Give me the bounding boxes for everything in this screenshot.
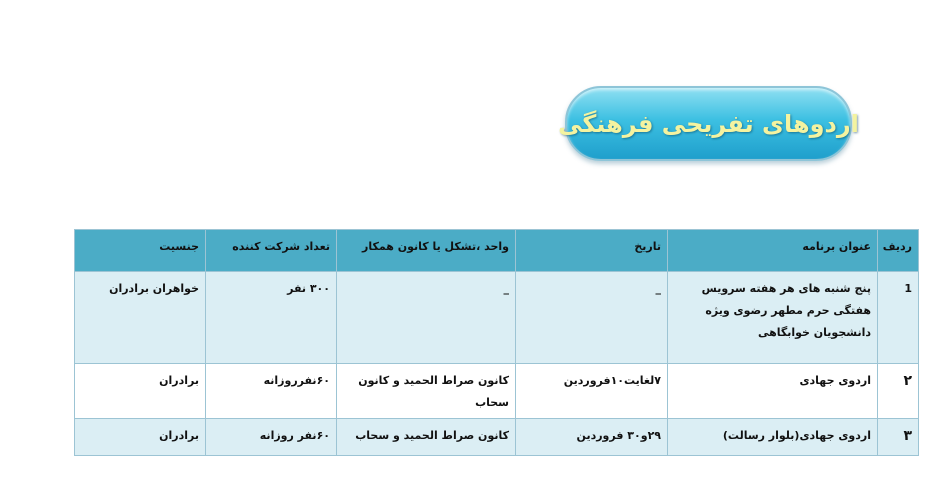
header-unit: واحد ،تشکل یا کانون همکار: [337, 230, 516, 272]
gender-cell: خواهران برادران: [75, 272, 206, 364]
row-number: 1: [878, 272, 919, 364]
table-row: [75, 272, 919, 364]
unit-cell: کانون صراط الحمید و کانون سحاب: [337, 364, 516, 419]
gender-cell: برادران: [75, 364, 206, 419]
unit-cell: _: [337, 272, 516, 364]
participants-cell: ۶۰نفر روزانه: [206, 419, 337, 456]
row-number: ۳: [878, 419, 919, 456]
row-number: ۲: [878, 364, 919, 419]
participants-cell: ۶۰نفرروزانه: [206, 364, 337, 419]
header-program-title: عنوان برنامه: [668, 230, 878, 272]
header-gender: جنسیت: [75, 230, 206, 272]
gender-cell: برادران: [75, 419, 206, 456]
table-row: [75, 419, 919, 456]
program-title-cell: اردوی جهادی: [668, 364, 878, 419]
header-date: تاریخ: [516, 230, 668, 272]
program-title-cell: پنج شنبه های هر هفته سرویس هفتگی حرم مطهر رضوی ویژه دانشجویان خوابگاهی: [668, 272, 878, 364]
page-title-banner: [558, 86, 859, 161]
programs-table: [74, 229, 919, 456]
table-row: [75, 364, 919, 419]
participants-cell: ۳۰۰ نفر: [206, 272, 337, 364]
unit-cell: کانون صراط الحمید و سحاب: [337, 419, 516, 456]
header-row-number: ردیف: [878, 230, 919, 272]
page-title: اردوهای تفریحی فرهنگی: [558, 109, 859, 138]
header-participants: تعداد شرکت کننده: [206, 230, 337, 272]
date-cell: _: [516, 272, 668, 364]
date-cell: ۲۹و۳۰ فروردین: [516, 419, 668, 456]
program-title-cell: اردوی جهادی(بلوار رسالت): [668, 419, 878, 456]
date-cell: ۷لغایت۱۰فروردین: [516, 364, 668, 419]
table-header-row: [75, 230, 919, 272]
